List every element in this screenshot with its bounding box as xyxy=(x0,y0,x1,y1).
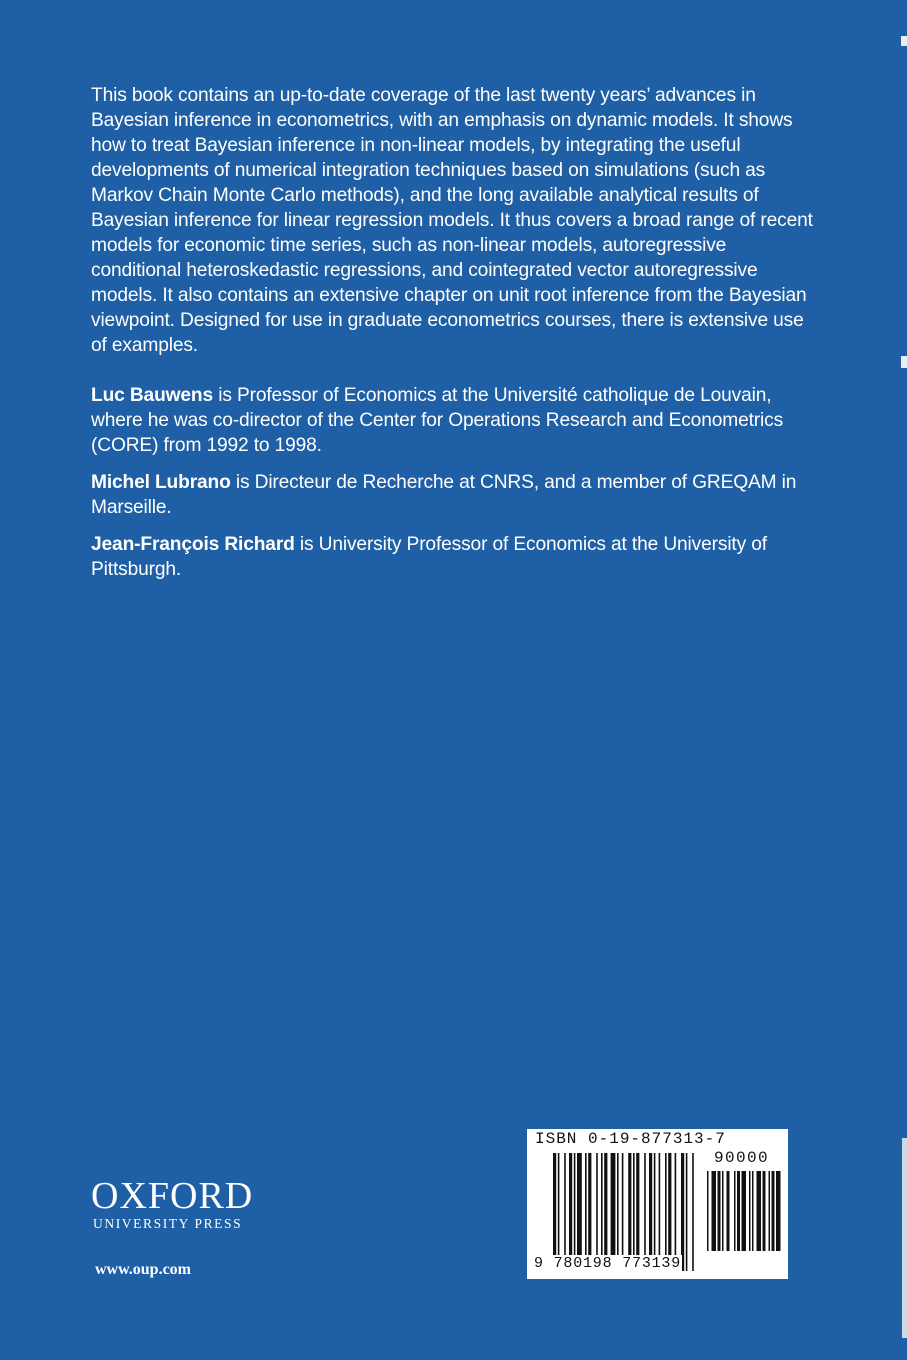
price-code: 90000 xyxy=(714,1149,770,1167)
barcode-bar xyxy=(588,1153,591,1271)
barcode-bar xyxy=(558,1153,560,1271)
barcode-bar xyxy=(654,1153,656,1271)
barcode-bar xyxy=(574,1153,576,1271)
isbn-text: ISBN 0-19-877313-7 xyxy=(535,1130,726,1148)
price-bar xyxy=(737,1171,740,1251)
edge-strip-top xyxy=(901,36,907,46)
price-bar xyxy=(752,1171,754,1251)
price-bar xyxy=(769,1171,771,1251)
price-bar xyxy=(718,1171,721,1251)
barcode-bar xyxy=(681,1153,684,1271)
publisher-subtitle: UNIVERSITY PRESS xyxy=(93,1216,243,1231)
price-bar xyxy=(757,1171,762,1251)
author-text-2: is Directeur de Recherche at CNRS, and a member of GREQAM in Marseille. xyxy=(91,472,797,518)
barcode-bar xyxy=(577,1153,582,1271)
price-bar xyxy=(742,1171,747,1251)
price-bar xyxy=(772,1171,775,1251)
barcode xyxy=(527,1129,788,1279)
author-name-1: Luc Bauwens xyxy=(91,385,214,406)
publisher-logo: OXFORD xyxy=(91,1175,254,1217)
book-description: This book contains an up-to-date coverage of the last twenty years’ advances in Bayesian inference in econometrics, with an emphasis on dynamic models. It shows how to treat Bayesian inference in non-linear models, by integrating the useful developments of numerical integration techniques based on simulations (such as Markov Chain Monte Carlo methods), and the long available analytical results of Bayesian inference for linear regression models. It thus covers a broad range of recent models for economic time series, such as non-linear models, autoregressive conditional heteroskedastic regressions, and cointegrated vector autoregressive models. It also contains an extensive chapter on unit root inference from the Bayesian viewpoint. Designed for use in graduate econometrics courses, there is extensive use of examples. xyxy=(91,85,813,356)
barcode-bar xyxy=(675,1153,677,1271)
barcode-bar xyxy=(665,1153,667,1271)
author-bio-1 xyxy=(91,383,821,458)
barcode-bar xyxy=(585,1153,587,1271)
edge-strip-mid xyxy=(901,356,907,368)
barcode-bar xyxy=(649,1153,652,1271)
barcode-bar xyxy=(659,1153,661,1271)
barcode-bar xyxy=(617,1153,619,1271)
barcode-bar xyxy=(564,1153,566,1271)
barcode-bar xyxy=(611,1153,616,1271)
barcode-bar xyxy=(692,1153,694,1271)
barcode-bar xyxy=(686,1153,688,1271)
author-name-3: Jean-François Richard xyxy=(91,534,295,555)
price-bar xyxy=(707,1171,709,1251)
price-bar xyxy=(722,1171,724,1251)
publisher-url[interactable]: www.oup.com xyxy=(95,1261,192,1278)
author-bio-2 xyxy=(91,470,821,520)
author-text-1: is Professor of Economics at the Université catholique de Louvain, where he was co-director of the Center for Operations Research and Econometrics (CORE) from 1992 to 1998. xyxy=(91,385,784,456)
barcode-bar xyxy=(644,1153,646,1271)
ean-number: 9 780198 773139 xyxy=(534,1255,682,1272)
price-bar xyxy=(776,1171,781,1251)
barcode-bar xyxy=(622,1153,624,1271)
price-bar xyxy=(727,1171,730,1251)
price-bar xyxy=(749,1171,751,1251)
edge-strip-bottom xyxy=(902,1138,907,1338)
barcode-bar xyxy=(604,1153,607,1271)
author-text-3: is University Professor of Economics at the University of Pittsburgh. xyxy=(91,534,767,580)
price-bar xyxy=(712,1171,717,1251)
price-bar xyxy=(734,1171,736,1251)
barcode-bar xyxy=(668,1153,671,1271)
barcode-bar xyxy=(628,1153,631,1271)
author-bio-3 xyxy=(91,532,821,582)
barcode-bar xyxy=(569,1153,572,1271)
barcode-bar xyxy=(596,1153,598,1271)
barcode-bar xyxy=(601,1153,603,1271)
price-bar xyxy=(763,1171,766,1251)
barcode-bar xyxy=(553,1153,556,1271)
barcode-bar xyxy=(636,1153,639,1271)
barcode-bar xyxy=(633,1153,635,1271)
author-name-2: Michel Lubrano xyxy=(91,472,231,493)
